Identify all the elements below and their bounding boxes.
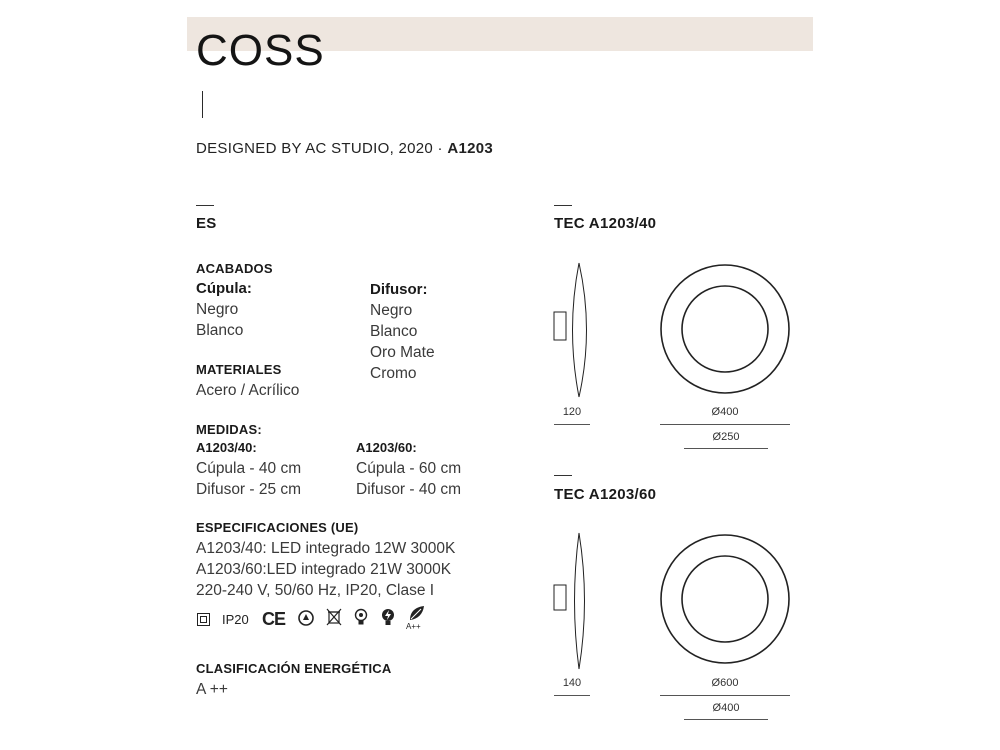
difusor-item: Oro Mate: [370, 344, 435, 361]
tec60-front-view: [660, 532, 790, 666]
medidas-line: Difusor - 40 cm: [356, 481, 462, 498]
cupula-item: Blanco: [196, 322, 244, 339]
cupula-label: Cúpula:: [196, 280, 252, 297]
product-title: COSS: [196, 26, 325, 75]
medidas-a60: [356, 458, 461, 500]
lang-heading: ES: [196, 215, 217, 232]
tec60-outer-diameter: Ø600: [711, 677, 739, 689]
spec-line: A1203/60:LED integrado 21W 3000K: [196, 561, 452, 578]
dim-line: [554, 695, 590, 696]
medidas-line: Difusor - 25 cm: [196, 481, 302, 498]
energy-badge: A++: [406, 622, 421, 631]
recycle-icon: [298, 610, 314, 626]
dim-line: [684, 719, 768, 720]
difusor-item: Negro: [370, 302, 413, 319]
clasificacion-value: A ++: [196, 681, 228, 698]
designed-by: [196, 140, 493, 157]
difusor-item: Cromo: [370, 365, 417, 382]
especificaciones-list: [196, 538, 455, 601]
acabados-label: ACABADOS: [196, 261, 273, 276]
vertical-divider: [202, 91, 203, 118]
section-dash: [554, 475, 572, 476]
class-ii-icon: [197, 613, 210, 626]
cupula-list: [196, 299, 243, 341]
medidas-a60-label: A1203/60:: [356, 440, 417, 455]
section-dash: [196, 205, 214, 206]
medidas-line: Cúpula - 60 cm: [356, 460, 462, 477]
designed-by-text: DESIGNED BY AC STUDIO, 2020 ·: [196, 140, 448, 157]
tec60-depth: 140: [562, 677, 582, 689]
spec-line: 220-240 V, 50/60 Hz, IP20, Clase I: [196, 582, 435, 599]
weee-bin-icon: [326, 608, 342, 626]
tec60-title: TEC A1203/60: [554, 486, 657, 503]
medidas-a40: [196, 458, 301, 500]
especificaciones-label: ESPECIFICACIONES (UE): [196, 520, 359, 535]
tec40-outer-diameter: Ø400: [711, 406, 739, 418]
clasificacion-label: CLASIFICACIÓN ENERGÉTICA: [196, 661, 392, 676]
tec40-depth: 120: [562, 406, 582, 418]
product-code: A1203: [447, 140, 494, 157]
dim-line: [660, 695, 790, 696]
tec40-side-view: [550, 260, 600, 400]
dim-line: [660, 424, 790, 425]
ip20-label: IP20: [222, 612, 249, 627]
difusor-item: Blanco: [370, 323, 418, 340]
tec40-title: TEC A1203/40: [554, 215, 657, 232]
difusor-label: Difusor:: [370, 281, 428, 298]
materiales-value: Acero / Acrílico: [196, 382, 300, 399]
tec60-inner-diameter: Ø400: [712, 702, 740, 714]
tec40-inner-diameter: Ø250: [712, 431, 740, 443]
dim-line: [684, 448, 768, 449]
dim-line: [554, 424, 590, 425]
spec-line: A1203/40: LED integrado 12W 3000K: [196, 540, 456, 557]
medidas-label: MEDIDAS:: [196, 422, 262, 437]
medidas-line: Cúpula - 40 cm: [196, 460, 302, 477]
tec60-side-view: [550, 530, 600, 672]
medidas-a40-label: A1203/40:: [196, 440, 257, 455]
leaf-energy-icon: [407, 605, 427, 621]
cupula-item: Negro: [196, 301, 239, 318]
tec40-front-view: [660, 262, 790, 396]
materiales-label: MATERIALES: [196, 362, 282, 377]
bulb-icon: [353, 608, 369, 626]
ce-mark-icon: CE: [262, 609, 286, 629]
difusor-list: [370, 300, 435, 384]
bulb-lightning-icon: [380, 607, 396, 627]
section-dash: [554, 205, 572, 206]
